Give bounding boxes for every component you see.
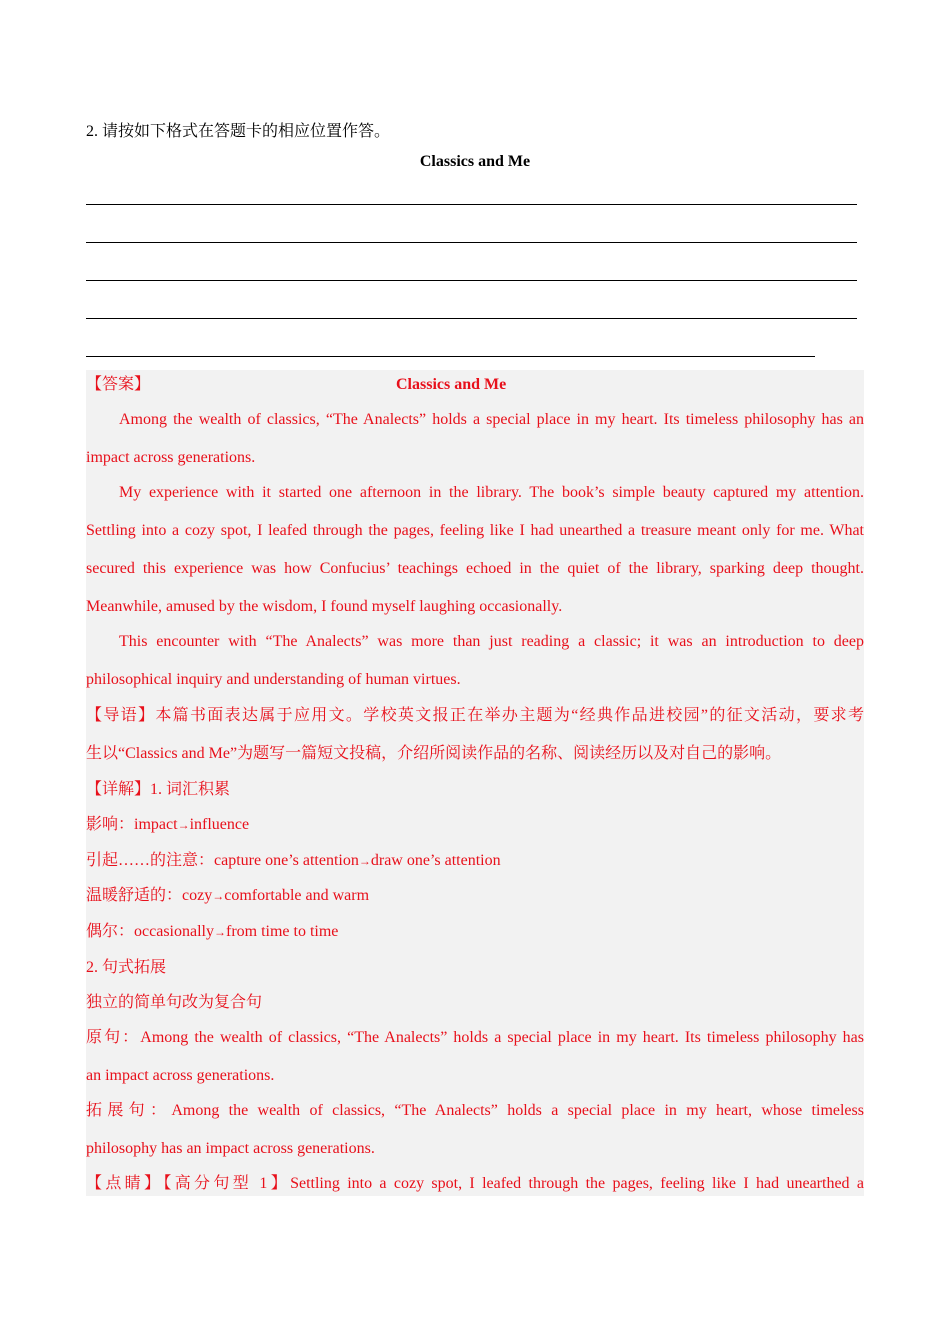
guide-line2: 生以“Classics and Me”为题写一篇短文投稿，介绍所阅读作品的名称、阅读经历以及对自己的影响。 xyxy=(86,745,782,762)
answer-title: Classics and Me xyxy=(396,376,507,393)
sentence-section-heading: 2. 句式拓展 xyxy=(86,959,167,976)
vocab-cn: 影响： xyxy=(86,816,135,833)
vocab-cn: 偶尔： xyxy=(86,923,135,940)
answer-line-4 xyxy=(86,318,857,319)
vocab-item xyxy=(86,851,864,871)
original-sentence-line2: an impact across generations. xyxy=(86,1067,275,1084)
vocab-item xyxy=(86,815,864,835)
answer-p3-line2: philosophical inquiry and understanding of human virtues. xyxy=(86,671,461,688)
vocab-cn: 温暖舒适的： xyxy=(86,887,183,904)
answer-p1-line1: Among the wealth of classics, “The Analects” holds a special place in my heart. Its timeless philosophy has an xyxy=(119,411,864,428)
highlight-note-line1: 【点睛】【高分句型 1】Settling into a cozy spot, I leafed through the pages, feeling like I had unearthed a xyxy=(86,1175,864,1192)
vocab-item xyxy=(86,922,864,942)
vocab-to: draw one’s attention xyxy=(370,852,501,869)
answer-line-5 xyxy=(86,356,815,357)
vocab-from: cozy xyxy=(182,887,213,904)
answer-line-2 xyxy=(86,242,857,243)
essay-title: Classics and Me xyxy=(419,153,531,170)
vocab-from: capture one’s attention xyxy=(214,852,359,869)
arrow-icon: → xyxy=(358,854,371,868)
arrow-icon: → xyxy=(177,818,190,832)
vocab-to: influence xyxy=(189,816,250,833)
vocab-from: impact xyxy=(134,816,178,833)
instruction: 2. 请按如下格式在答题卡的相应位置作答。 xyxy=(86,123,391,140)
answer-header xyxy=(86,375,864,395)
vocab-to: from time to time xyxy=(225,923,339,940)
vocab-from: occasionally xyxy=(134,923,214,940)
answer-line-3 xyxy=(86,280,857,281)
vocab-item xyxy=(86,886,864,906)
original-sentence-line1: 原句：Among the wealth of classics, “The Analects” holds a special place in my heart. Its timeless philosophy has xyxy=(86,1029,864,1046)
extended-sentence-line1: 拓展句：Among the wealth of classics, “The Analects” holds a special place in my heart, whose timeless xyxy=(86,1102,864,1119)
arrow-icon: → xyxy=(213,925,226,939)
answer-p2-line3: secured this experience was how Confucius’ teachings echoed in the quiet of the library, sparking deep thought. xyxy=(86,560,864,577)
answer-p2-line4: Meanwhile, amused by the wisdom, I found myself laughing occasionally. xyxy=(86,598,563,615)
answer-p3-line1: This encounter with “The Analects” was more than just reading a classic; it was an introduction to deep xyxy=(119,633,864,650)
answer-p1-line2: impact across generations. xyxy=(86,449,256,466)
answer-p2-line2: Settling into a cozy spot, I leafed through the pages, feeling like I had unearthed a treasure meant only for me. What xyxy=(86,522,864,539)
vocab-cn: 引起……的注意： xyxy=(86,852,215,869)
answer-label: 【答案】 xyxy=(86,376,151,393)
vocab-to: comfortable and warm xyxy=(224,887,370,904)
arrow-icon: → xyxy=(212,889,225,903)
sentence-section-sub: 独立的简单句改为复合句 xyxy=(86,994,263,1011)
answer-line-1 xyxy=(86,204,857,205)
answer-p2-line1: My experience with it started one afternoon in the library. The book’s simple beauty captured my attention. xyxy=(119,484,864,501)
guide-line1: 【导语】本篇书面表达属于应用文。学校英文报正在举办主题为“经典作品进校园”的征文活动，要求考 xyxy=(86,707,864,724)
extended-sentence-line2: philosophy has an impact across generations. xyxy=(86,1140,375,1157)
detail-heading: 【详解】1. 词汇积累 xyxy=(86,781,231,798)
